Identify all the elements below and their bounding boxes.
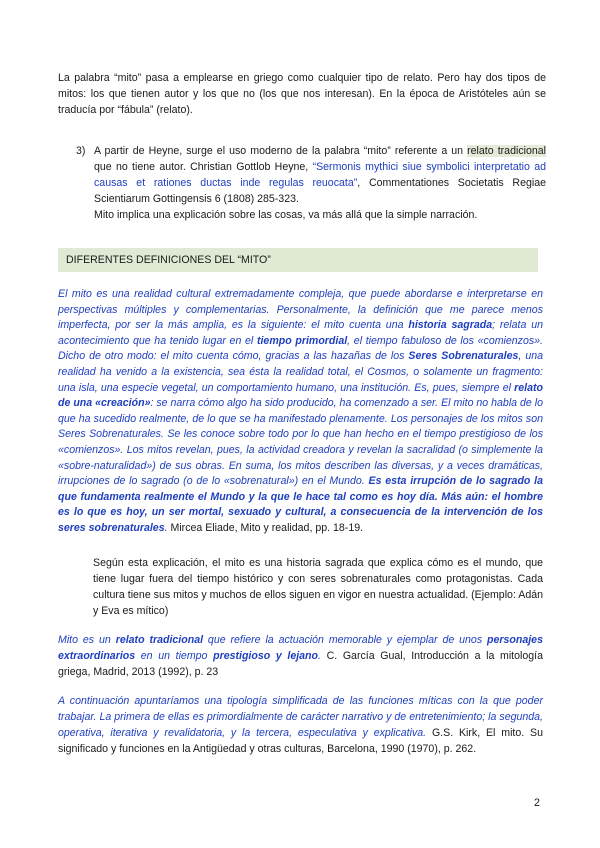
page-number: 2 (534, 797, 540, 809)
gual-quote (58, 632, 543, 680)
list-item-3 (76, 143, 546, 223)
kirk-quote (58, 693, 543, 757)
gual-bold-2: personajes extraordinarios (58, 634, 543, 662)
eliade-text-5: : se narra cómo algo ha sido producido, ha comenzado a ser. El mito no habla de lo que ha sucedido realmente, de lo que se ha manifestado plenamente. Los personajes de los mitos son Seres Sobrenaturales. Se les conoce sobre todo por lo que han hecho en el tiempo prestigioso de los «comienzos». Los mitos revelan, pues, la actividad creadora y revelan la sacralidad (o simplemente la «sobre-naturalidad») de sus obras. En suma, los mitos describen las diversas, y a veces dramáticas, irrupciones de lo sagrado (o de lo «sobrenatural») en el Mundo. (58, 397, 543, 488)
eliade-bold-3: Seres Sobrenaturales (408, 350, 519, 363)
list-number: 3) (76, 145, 86, 157)
item3-citation: , Commentationes Societatis Regiae Scientiarum Gottingensis 6 (1808) 285-323. (94, 177, 546, 205)
kirk-source: G.S. Kirk, El mito. Su significado y funciones en la Antigüedad y otras culturas, Barcelona, 1990 (1970), p. 262. (58, 727, 543, 755)
item3-text-b: que no tiene autor. Christian Gottlob Heyne, (94, 161, 313, 173)
section-heading: DIFERENTES DEFINICIONES DEL “MITO” (58, 248, 538, 272)
heyne-title: “Sermonis mythici siue symbolici interpretatio ad causas et rationes ductas inde regulas reuocata” (94, 161, 547, 189)
gual-text-3: en un tiempo (135, 650, 214, 662)
gual-text-2: que refiere la actuación memorable y ejemplar de unos (203, 634, 488, 646)
list-item-body (94, 143, 546, 223)
eliade-text-4: , una realidad ha venido a la existencia, sea ésta la realidad total, el Cosmos, o solamente un fragmento: una isla, una especie vegetal, un comportamiento humano, una institución. Es, pues, siempre el (58, 350, 544, 394)
item3-text-a: A partir de Heyne, surge el uso moderno de la palabra “mito” referente a un (94, 145, 468, 157)
gual-source: C. García Gual, Introducción a la mitología griega, Madrid, 2013 (1992), p. 23 (58, 650, 543, 678)
item3-note: Mito implica una explicación sobre las cosas, va más allá que la simple narración. (94, 209, 478, 221)
eliade-text-2: ; relata un acontecimiento que ha tenido lugar en el (58, 319, 544, 347)
eliade-bold-5: Es esta irrupción de lo sagrado la que fundamenta realmente el Mundo y la que le hace tal como es hoy día. Más aún: el hombre es lo que es hoy, un ser mortal, sexuado y cultural, a consecuencia de la intervención de los seres sobrenaturales (58, 475, 543, 534)
eliade-bold-1: historia sagrada (408, 319, 493, 332)
kirk-text: A continuación apuntaríamos una tipología simplificada de las funciones míticas con la que poder trabajar. La primera de ellas es primordialmente de carácter narrativo y de entretenimiento; la segunda, operativa, iterativa y revalidatoria, y la tercera, especulativa y explicativa. (58, 695, 543, 739)
eliade-bold-4: relato de una «creación» (58, 381, 543, 410)
explanation-paragraph: Según esta explicación, el mito es una historia sagrada que explica cómo es el mundo, que tiene lugar fuera del tiempo histórico y con seres sobrenaturales como protagonistas. Cada cultura tiene sus mitos y muchos de ellos siguen en vigor en nuestra actualidad. (Ejemplo: Adán y Eva es mítico) (93, 557, 543, 617)
relato-tradicional-highlight: relato tradicional (467, 145, 546, 157)
gual-text-1: Mito es un (58, 634, 116, 646)
eliade-quote (58, 287, 543, 537)
eliade-source: Mircea Eliade, Mito y realidad, pp. 18-19. (167, 521, 364, 534)
eliade-bold-2: tiempo primordial (256, 334, 348, 347)
intro-paragraph: La palabra “mito” pasa a emplearse en griego como cualquier tipo de relato. Pero hay dos tipos de mitos: los que tienen autor y los que no (los que nos interesan). En la época de Aristóteles aún se traducía por “fábula” (relato). (58, 72, 546, 116)
gual-text-4: . (317, 650, 321, 662)
gual-bold-3: prestigioso y lejano (213, 650, 318, 662)
eliade-text-1: El mito es una realidad cultural extremadamente compleja, que puede abordarse e interpretarse en perspectivas múltiples y complementarias. Personalmente, la definición que me parece menos imperfecta, por ser la más amplia, es la siguiente: el mito cuenta una (58, 288, 543, 332)
eliade-text-6: . (164, 521, 168, 534)
eliade-text-3: , el tiempo fabuloso de los «comienzos». Dicho de otro modo: el mito cuenta cómo, gracias a las hazañas de los (58, 334, 544, 363)
gual-bold-1: relato tradicional (115, 634, 204, 646)
